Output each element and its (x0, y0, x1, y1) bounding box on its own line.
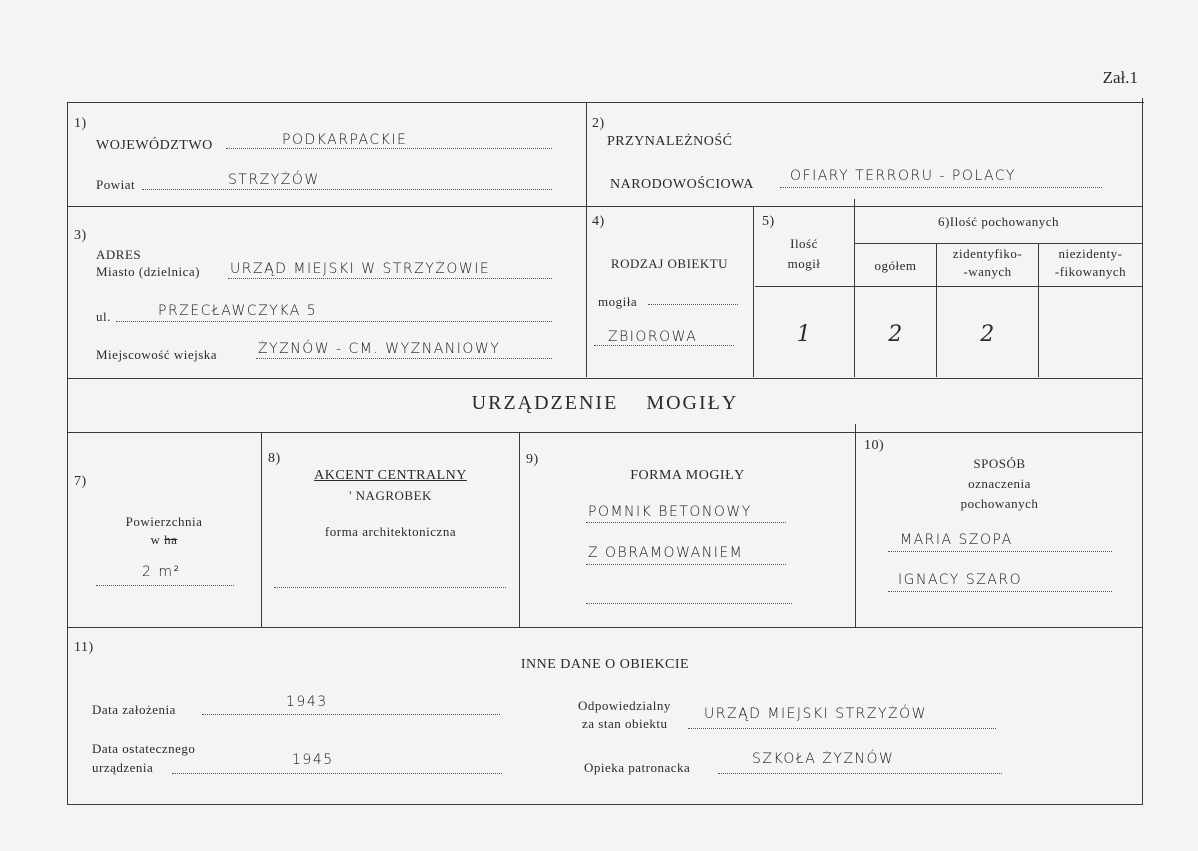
powiat-label: Powiat (96, 177, 136, 192)
section-5-number: 5) (762, 214, 775, 229)
adres-label: ADRES (96, 247, 142, 262)
buried-person-2: IGNACY SZARO (898, 572, 1023, 588)
ulica-dotted-line (116, 320, 552, 322)
ogolem-value: 2 (888, 322, 903, 347)
ogolem-header: ogółem (874, 258, 917, 273)
section-7-number: 7) (74, 474, 87, 489)
miejscowosc-value: ŻYZNÓW - CM. WYZNANIOWY (258, 341, 501, 357)
data-ostatecznego-dotted-line (172, 772, 502, 774)
oznaczenia-label: oznaczenia (968, 476, 1031, 491)
zidentyfikowanych-header-line2: -wanych (963, 264, 1012, 279)
data-ostatecznego-value: 1945 (292, 752, 334, 768)
powierzchnia-label: Powierzchnia (125, 514, 203, 529)
section-2-number: 2) (592, 116, 605, 131)
attachment-number: Zał.1 (1102, 68, 1138, 87)
forma-architektoniczna-label: forma architektoniczna (324, 524, 457, 539)
zidentyfikowanych-value: 2 (980, 322, 995, 347)
ilosc-label: Ilość (790, 236, 818, 251)
sposob-dotted-line-2 (888, 590, 1112, 592)
sposob-dotted-line-1 (888, 550, 1112, 552)
section-3-number: 3) (74, 228, 87, 243)
forma-mogily-label: FORMA MOGIŁY (630, 468, 745, 483)
powiat-dotted-line (142, 188, 552, 190)
opieka-value: SZKOŁA ŻYZNÓW (752, 751, 895, 767)
section-11-number: 11) (74, 640, 94, 655)
data-zalozenia-dotted-line (202, 713, 500, 715)
section-8-number: 8) (268, 451, 281, 466)
odpowiedzialny-value: URZĄD MIEJSKI STRZYŻÓW (704, 706, 927, 722)
ilosc-mogil-value: 1 (796, 322, 812, 347)
powierzchnia-dotted-line (96, 584, 234, 586)
opieka-dotted-line (718, 772, 1002, 774)
mogil-label: mogił (787, 256, 821, 271)
nationality-value: OFIARY TERRORU - POLACY (790, 168, 1016, 184)
data-zalozenia-label: Data założenia (92, 702, 176, 717)
buried-person-1: MARIA SZOPA (900, 532, 1013, 548)
forma-value-1: POMNIK BETONOWY (588, 504, 752, 520)
ulica-label: ul. (96, 309, 111, 324)
akcent-centralny-label: AKCENT CENTRALNY (314, 468, 467, 483)
inne-dane-heading: INNE DANE O OBIEKCIE (520, 657, 690, 672)
miejscowosc-label: Miejscowość wiejska (96, 347, 218, 362)
urzadzenie-mogily-heading: URZĄDZENIE MOGIŁY (471, 392, 739, 414)
data-ostatecznego-label: Data ostatecznego (92, 741, 196, 756)
wojewodztwo-value: PODKARPACKIE (282, 132, 408, 148)
przynaleznosc-label: PRZYNALEŻNOŚĆ (607, 134, 733, 149)
miasto-dotted-line (228, 277, 552, 279)
miasto-label: Miasto (dzielnica) (96, 264, 200, 279)
ilosc-pochowanych-label: 6)Ilość pochowanych (937, 214, 1060, 229)
niezidentyfikowanych-header-line2: -fikowanych (1054, 264, 1127, 279)
opieka-patronacka-label: Opieka patronacka (584, 760, 691, 775)
zidentyfikowanych-header-line1: zidentyfiko- (952, 246, 1023, 261)
section-4-number: 4) (592, 214, 605, 229)
mogila-label: mogiła (598, 294, 638, 309)
rodzaj-obiektu-label: RODZAJ OBIEKTU (610, 256, 729, 271)
sposob-label: SPOSÓB (973, 456, 1026, 471)
powierzchnia-unit: w ha (150, 532, 178, 547)
section-9-number: 9) (526, 452, 539, 467)
mogila-dotted-line (648, 303, 738, 305)
forma-value-2: Z OBRAMOWANIEM (588, 545, 744, 561)
nationality-dotted-line (780, 186, 1102, 188)
section-10-number: 10) (864, 438, 885, 453)
nagrobek-label: ' NAGROBEK (349, 488, 432, 503)
forma-dotted-line-3 (586, 602, 792, 604)
odpowiedzialny-label: Odpowiedzialny (578, 698, 671, 713)
powiat-value: STRZYŻÓW (228, 172, 320, 188)
pochowanych-label: pochowanych (960, 496, 1039, 511)
narodowosciowa-label: NARODOWOŚCIOWA (610, 177, 754, 192)
odpowiedzialny-dotted-line (688, 727, 996, 729)
wojewodztwo-label: WOJEWÓDZTWO (96, 138, 213, 153)
forma-dotted-line-1 (586, 521, 786, 523)
forma-dotted-line-2 (586, 563, 786, 565)
rodzaj-value: ZBIOROWA (608, 329, 698, 345)
urzadzenia-label: urządzenia (92, 760, 154, 775)
miejscowosc-dotted-line (256, 357, 552, 359)
miasto-value: URZĄD MIEJSKI W STRZYŻOWIE (230, 261, 491, 277)
za-stan-obiektu-label: za stan obiektu (582, 716, 668, 731)
section-1-number: 1) (74, 116, 87, 131)
niezidentyfikowanych-header-line1: niezidenty- (1058, 246, 1123, 261)
akcent-dotted-line (274, 586, 506, 588)
powierzchnia-value: 2 m² (142, 564, 181, 580)
data-zalozenia-value: 1943 (286, 694, 328, 710)
ulica-value: PRZECŁAWCZYKA 5 (158, 303, 318, 319)
